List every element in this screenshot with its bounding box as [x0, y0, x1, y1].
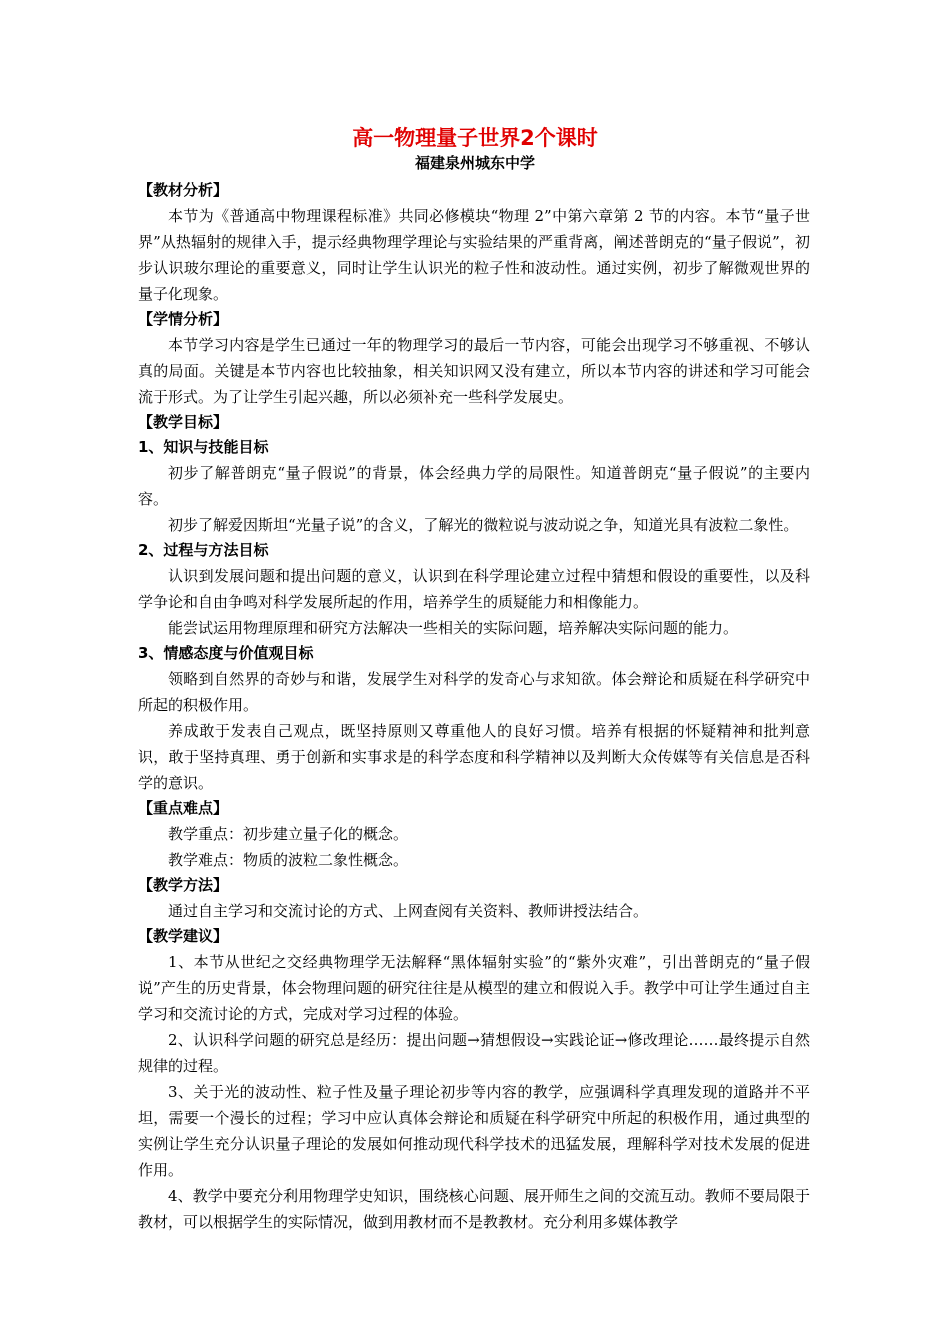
paragraph: 领略到自然界的奇妙与和谐，发展学生对科学的发奇心与求知欲。体会辩论和质疑在科学研究中所起的积极作用。	[138, 670, 810, 714]
paragraph: 养成敢于发表自己观点，既坚持原则又尊重他人的良好习惯。培养有根据的怀疑精神和批判意识，敢于坚持真理、勇于创新和实事求是的科学态度和科学精神以及判断大众传媒等有关信息是否科学的意识。	[138, 722, 810, 792]
paragraph: 3、关于光的波动性、粒子性及量子理论初步等内容的教学，应强调科学真理发现的道路并不平坦，需要一个漫长的过程；学习中应认真体会辩论和质疑在科学研究中所起的积极作用，通过典型的实例让学生充分认识量子理论的发展如何推动现代科学技术的迅猛发展，理解科学对技术发展的促进作用。	[138, 1083, 810, 1179]
paragraph: 认识到发展问题和提出问题的意义，认识到在科学理论建立过程中猜想和假设的重要性，以及科学争论和自由争鸣对科学发展所起的作用，培养学生的质疑能力和相像能力。	[138, 567, 810, 611]
document-body	[138, 178, 810, 1235]
subsection-heading: 1、知识与技能目标	[138, 438, 269, 456]
section-heading: 【重点难点】	[138, 799, 229, 817]
paragraph: 初步了解普朗克“量子假说”的背景，体会经典力学的局限性。知道普朗克“量子假说”的主要内容。	[138, 464, 810, 508]
paragraph: 本节为《普通高中物理课程标准》共同必修模块“物理 2”中第六章第 2 节的内容。本节“量子世界”从热辐射的规律入手，提示经典物理学理论与实验结果的严重背离，阐述普朗克的“量子假说”，初步认识玻尔理论的重要意义，同时让学生认识光的粒子性和波动性。通过实例，初步了解微观世界的量子化现象。	[138, 207, 810, 303]
section-heading: 【教学方法】	[138, 876, 229, 894]
paragraph: 教学难点：物质的波粒二象性概念。	[168, 851, 409, 869]
paragraph: 1、本节从世纪之交经典物理学无法解释“黑体辐射实验”的“紫外灾难”，引出普朗克的“量子假说”产生的历史背景，体会物理问题的研究往往是从模型的建立和假说入手。教学中可让学生通过自主学习和交流讨论的方式，完成对学习过程的体验。	[138, 953, 810, 1023]
paragraph: 2、认识科学问题的研究总是经历：提出问题→猜想假设→实践论证→修改理论……最终提示自然规律的过程。	[138, 1031, 810, 1075]
section-heading: 【教学目标】	[138, 413, 229, 431]
paragraph: 4、教学中要充分利用物理学史知识，围绕核心问题、展开师生之间的交流互动。教师不要局限于教材，可以根据学生的实际情况，做到用教材而不是教教材。充分利用多媒体教学	[138, 1187, 810, 1231]
subsection-heading: 3、情感态度与价值观目标	[138, 644, 314, 662]
paragraph: 本节学习内容是学生已通过一年的物理学习的最后一节内容，可能会出现学习不够重视、不够认真的局面。关键是本节内容也比较抽象，相关知识网又没有建立，所以本节内容的讲述和学习可能会流于形式。为了让学生引起兴趣，所以必须补充一些科学发展史。	[138, 336, 810, 406]
paragraph: 初步了解爱因斯坦“光量子说”的含义，了解光的微粒说与波动说之争，知道光具有波粒二象性。	[168, 516, 799, 534]
subsection-heading: 2、过程与方法目标	[138, 541, 269, 559]
paragraph: 教学重点：初步建立量子化的概念。	[168, 825, 409, 843]
section-heading: 【教材分析】	[138, 181, 229, 199]
section-heading: 【学情分析】	[138, 310, 229, 328]
section-heading: 【教学建议】	[138, 927, 229, 945]
paragraph: 通过自主学习和交流讨论的方式、上网查阅有关资料、教师讲授法结合。	[168, 902, 649, 920]
document-title: 高一物理量子世界2个课时	[352, 126, 598, 150]
paragraph: 能尝试运用物理原理和研究方法解决一些相关的实际问题，培养解决实际问题的能力。	[168, 619, 739, 637]
document-subtitle: 福建泉州城东中学	[414, 154, 535, 172]
